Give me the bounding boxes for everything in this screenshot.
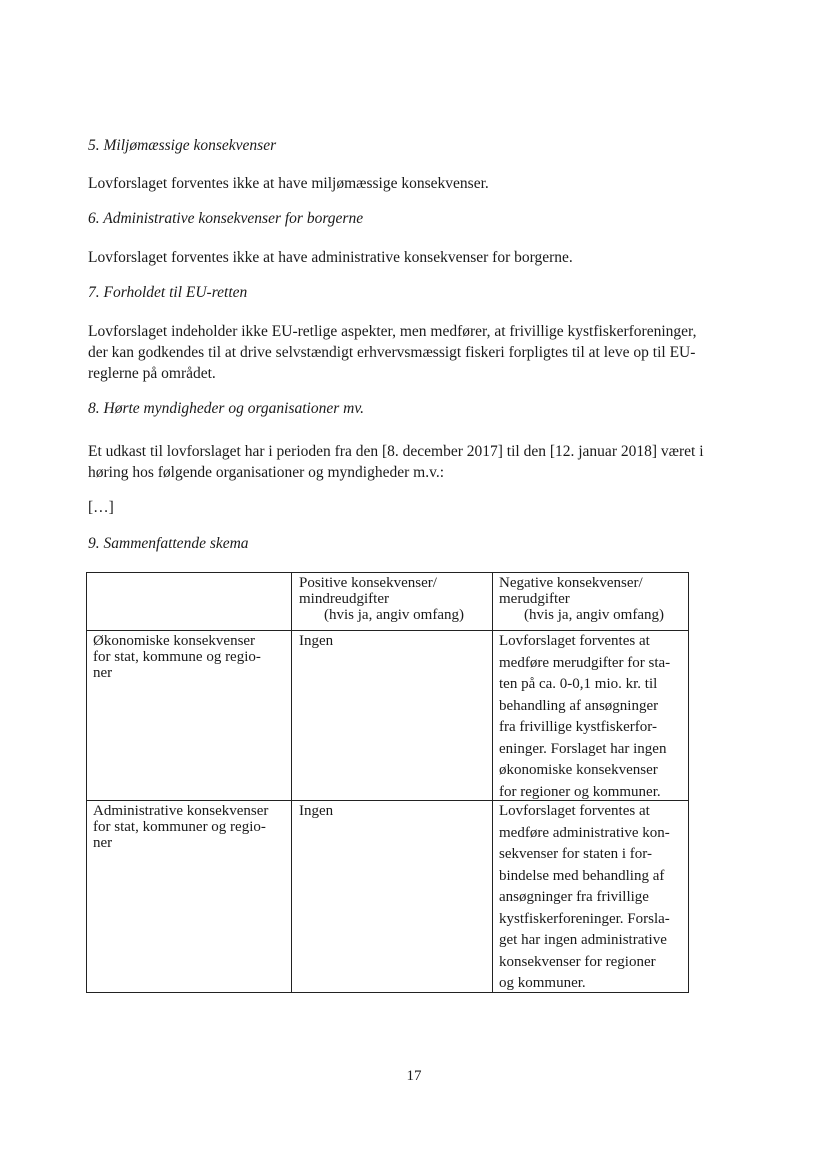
row-negative-administrative: Lovforslaget forventes at medføre administrative kon- sekvenser for staten i for- bindelse med behandling af ansøgninger fra frivillige kystfiskerforeninger. Forsla- get har ingen administrative konsekvenser for regioner og kommuner. — [499, 803, 670, 991]
header-negative: Negative konsekvenser/ merudgifter (hvis ja, angiv omfang) — [499, 575, 664, 623]
section-8-line: Et udkast til lovforslaget har i perioden fra den [8. december 2017] til den [12. januar 2018] været i — [88, 443, 704, 460]
section-9-heading: 9. Sammenfattende skema — [88, 535, 249, 552]
section-7-body — [88, 321, 738, 384]
section-8-line: høring hos følgende organisationer og myndigheder m.v.: — [88, 464, 445, 481]
row-positive-administrative: Ingen — [299, 803, 334, 819]
page-number: 17 — [406, 1068, 422, 1084]
section-7-line: der kan godkendes til at drive selvstændigt erhvervsmæssigt fiskeri forpligtes til at leve op til EU- — [88, 344, 696, 361]
section-6-heading: 6. Administrative konsekvenser for borgerne — [88, 210, 364, 227]
table-column-divider — [492, 573, 493, 992]
ellipsis: […] — [88, 499, 114, 516]
summary-table — [86, 572, 689, 993]
row-negative-economic: Lovforslaget forventes at medføre merudgifter for sta- ten på ca. 0-0,1 mio. kr. til behandling af ansøgninger fra frivillige kystfiskerfor- eninger. Forslaget har ingen økonomiske konsekvenser for regioner og kommuner. — [499, 633, 671, 800]
section-8-heading: 8. Hørte myndigheder og organisationer mv. — [88, 400, 364, 417]
section-6-body: Lovforslaget forventes ikke at have administrative konsekvenser for borgerne. — [88, 249, 573, 266]
section-5-heading: 5. Miljømæssige konsekvenser — [88, 137, 277, 154]
table-column-divider — [291, 573, 292, 992]
section-5-body: Lovforslaget forventes ikke at have miljømæssige konsekvenser. — [88, 175, 489, 192]
row-label-administrative: Administrative konsekvenser for stat, kommuner og regio- ner — [93, 803, 269, 851]
section-7-line: reglerne på området. — [88, 365, 216, 382]
section-7-line: Lovforslaget indeholder ikke EU-retlige aspekter, men medfører, at frivillige kystfiskerforeninger, — [88, 323, 697, 340]
section-8-body — [88, 441, 738, 483]
header-positive: Positive konsekvenser/ mindreudgifter (hvis ja, angiv omfang) — [299, 575, 464, 623]
section-7-heading: 7. Forholdet til EU-retten — [88, 284, 248, 301]
row-positive-economic: Ingen — [299, 633, 334, 649]
row-label-economic: Økonomiske konsekvenser for stat, kommune og regio- ner — [93, 633, 261, 681]
